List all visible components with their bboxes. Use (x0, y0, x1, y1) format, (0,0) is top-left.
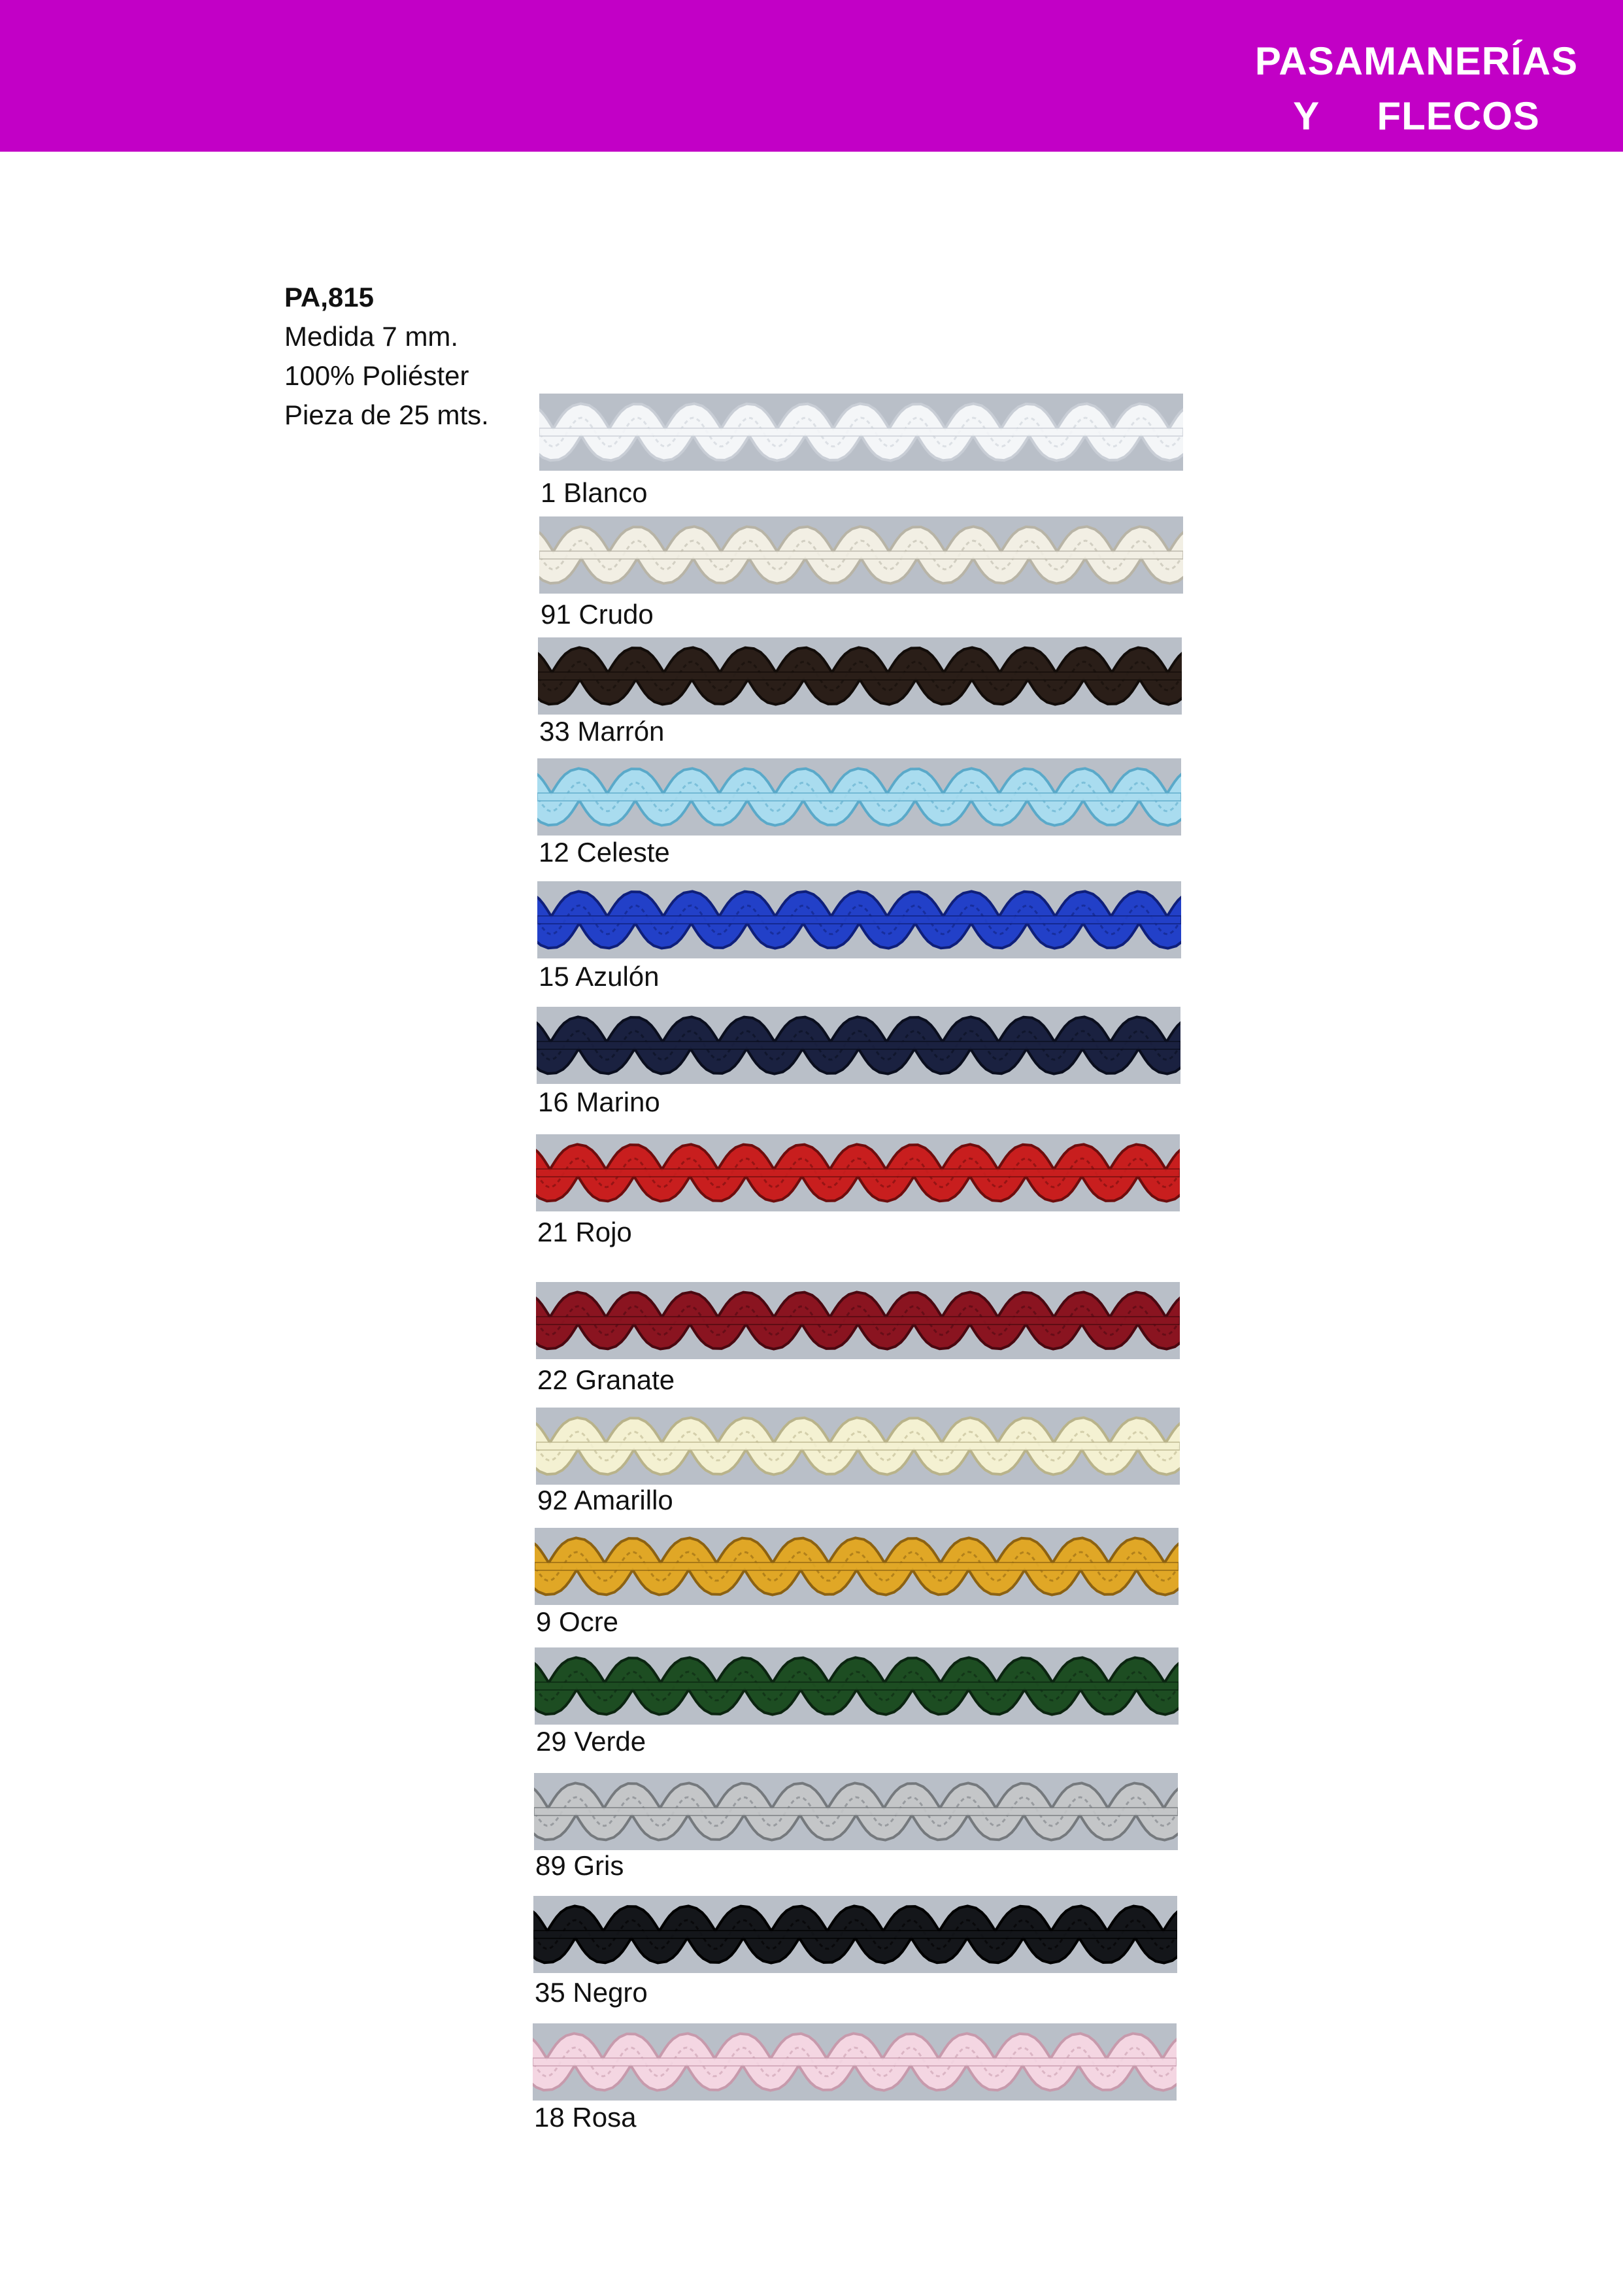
swatch-label: 91 Crudo (541, 599, 654, 630)
braid-swatch-image (537, 758, 1181, 836)
braid-swatch-image (535, 1528, 1179, 1605)
product-material: 100% Poliéster (284, 360, 469, 391)
swatch-label: 1 Blanco (541, 477, 648, 508)
braid-swatch-image (537, 881, 1181, 958)
braid-swatch-image (536, 1282, 1180, 1359)
product-piece: Pieza de 25 mts. (284, 399, 489, 430)
braid-swatch-image (534, 1773, 1178, 1850)
product-code: PA,815 (284, 282, 374, 312)
header-title (1247, 34, 1586, 144)
swatch-label: 9 Ocre (536, 1606, 619, 1637)
braid-swatch-image (539, 394, 1183, 471)
swatch-label: 33 Marrón (539, 716, 665, 747)
swatch-label: 89 Gris (535, 1850, 624, 1881)
braid-swatch-image (537, 1007, 1180, 1084)
swatch-label: 29 Verde (536, 1726, 646, 1757)
swatch-label: 92 Amarillo (537, 1485, 673, 1515)
swatch-label: 16 Marino (538, 1087, 660, 1117)
braid-swatch-image (536, 1134, 1180, 1211)
swatch-label: 15 Azulón (539, 961, 660, 992)
swatch-label: 22 Granate (537, 1364, 675, 1395)
braid-swatch-image (539, 516, 1183, 594)
swatch-label: 21 Rojo (537, 1217, 632, 1247)
product-size: Medida 7 mm. (284, 321, 459, 352)
header-title-line2: Y FLECOS (1293, 94, 1540, 138)
braid-swatch-image (533, 2023, 1177, 2101)
braid-swatch-image (533, 1896, 1177, 1973)
product-info (284, 278, 489, 435)
braid-swatch-image (536, 1408, 1180, 1485)
braid-swatch-image (538, 637, 1182, 715)
swatch-label: 12 Celeste (539, 837, 670, 868)
swatch-label: 18 Rosa (534, 2102, 637, 2133)
header-band (0, 0, 1623, 152)
header-title-line1: PASAMANERÍAS (1254, 39, 1579, 83)
braid-swatch-image (535, 1647, 1179, 1725)
swatch-label: 35 Negro (535, 1977, 648, 2008)
